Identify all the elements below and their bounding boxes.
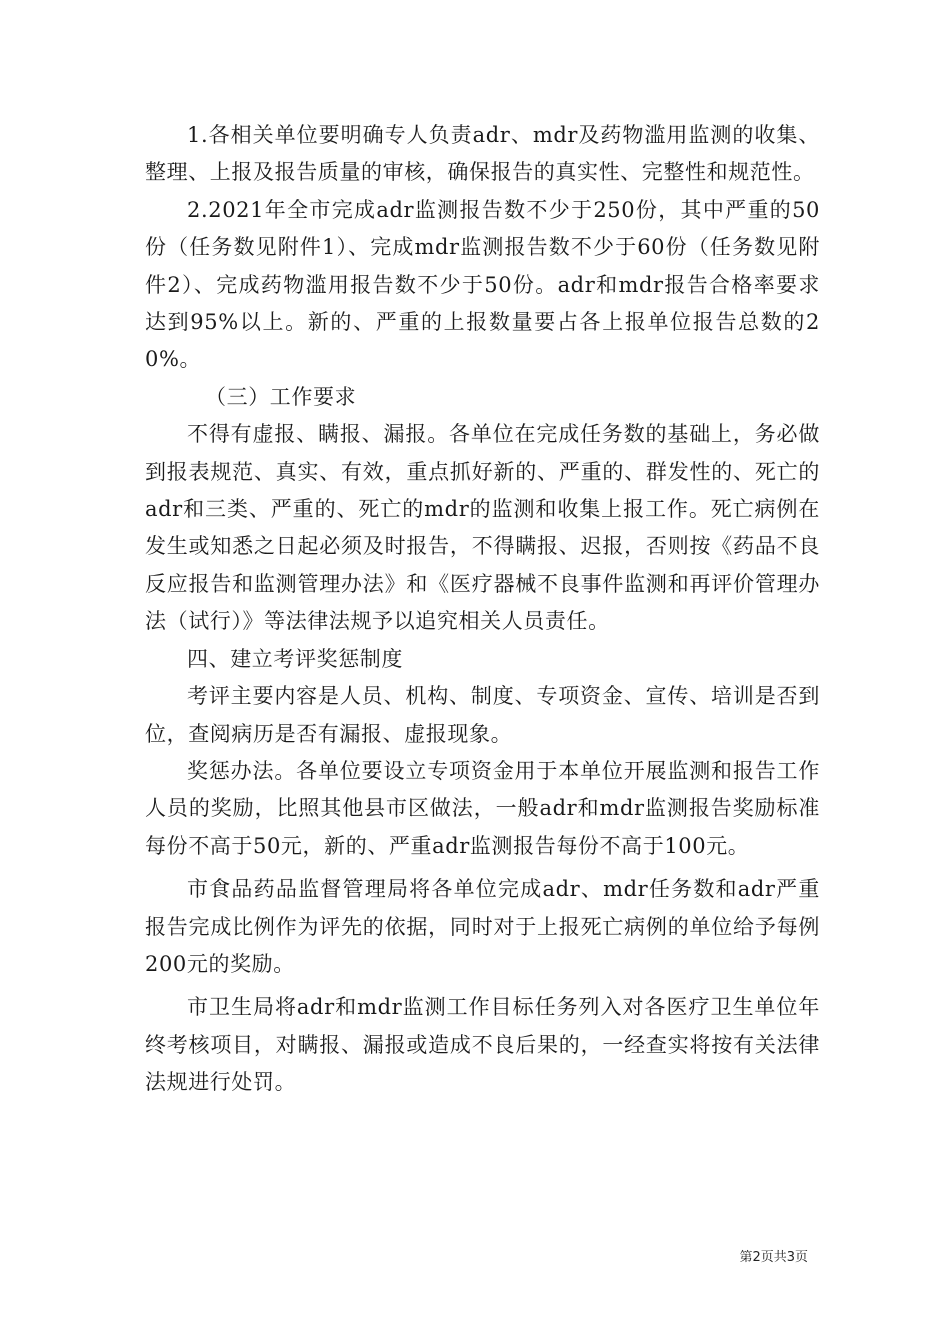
document-body <box>145 117 820 1102</box>
paragraph-health-bureau: 市卫生局将adr和mdr监测工作目标任务列入对各医疗卫生单位年终考核项目，对瞒报、漏报或造成不良后果的，一经查实将按有关法律法规进行处罚。 <box>145 995 820 1095</box>
paragraph-item-1: 1.各相关单位要明确专人负责adr、mdr及药物滥用监测的收集、整理、上报及报告质量的审核，确保报告的真实性、完整性和规范性。 <box>145 123 820 185</box>
paragraph-rewards: 奖惩办法。各单位要设立专项资金用于本单位开展监测和报告工作人员的奖励，比照其他县市区做法，一般adr和mdr监测报告奖励标准每份不高于50元，新的、严重adr监测报告每份不高于100元。 <box>145 758 820 858</box>
section-heading-work-requirements: （三）工作要求 <box>205 384 357 409</box>
page-number: 第2页共3页 <box>739 1250 808 1265</box>
paragraph-evaluation-content: 考评主要内容是人员、机构、制度、专项资金、宣传、培训是否到位，查阅病历是否有漏报、虚报现象。 <box>145 684 820 746</box>
paragraph-food-drug-bureau: 市食品药品监督管理局将各单位完成adr、mdr任务数和adr严重报告完成比例作为评先的依据，同时对于上报死亡病例的单位给予每例200元的奖励。 <box>145 877 820 976</box>
section-heading-evaluation: 四、建立考评奖惩制度 <box>187 646 403 671</box>
paragraph-work-requirements: 不得有虚报、瞒报、漏报。各单位在完成任务数的基础上，务必做到报表规范、真实、有效，重点抓好新的、严重的、群发性的、死亡的adr和三类、严重的、死亡的mdr的监测和收集上报工作。死亡病例在发生或知悉之日起必须及时报告，不得瞒报、迟报，否则按《药品不良反应报告和监测管理办法》和《医疗器械不良事件监测和再评价管理办法（试行）》等法律法规予以追究相关人员责任。 <box>145 422 820 634</box>
paragraph-item-2: 2.2021年全市完成adr监测报告数不少于250份，其中严重的50份（任务数见附件1）、完成mdr监测报告数不少于60份（任务数见附件2）、完成药物滥用报告数不少于50份。adr和mdr报告合格率要求达到95%以上。新的、严重的上报数量要占各上报单位报告总数的20%。 <box>145 197 820 372</box>
